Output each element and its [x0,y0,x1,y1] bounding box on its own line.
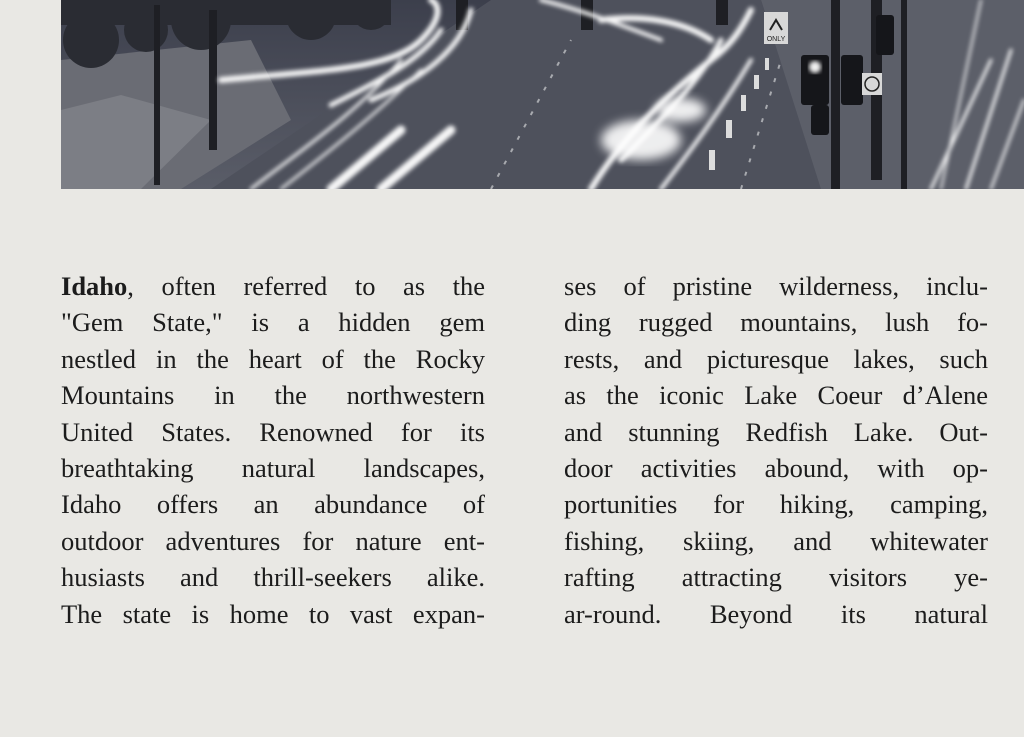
article-line: portunities for hiking, camping, [564,489,988,520]
article-line: "Gem State," is a hidden gem [61,307,485,338]
article-line: fishing, skiing, and whitewater [564,525,988,556]
article-line: as the iconic Lake Coeur d’Alene [564,380,988,411]
article-line: United States. Renowned for its [61,416,485,447]
article-line: outdoor adventures for nature ent- [61,525,485,556]
article-column-right [564,268,988,632]
header-photo [61,0,1024,189]
article-line: Mountains in the northwestern [61,380,485,411]
article-line: husiasts and thrill-seekers alike. [61,562,485,593]
sign-only-text: ONLY [766,36,786,43]
article-line: Idaho offers an abundance of [61,489,485,520]
article-line: rests, and picturesque lakes, such [564,343,988,374]
night-street-image [61,0,1024,189]
article-line: door activities abound, with op- [564,452,988,483]
article-line: and stunning Redfish Lake. Out- [564,416,988,447]
article-line: ar-round. Beyond its natural [564,598,988,629]
article-line [61,268,485,304]
lead-word: Idaho [61,271,128,301]
article-line: rafting attracting visitors ye- [564,562,988,593]
line-text: , often referred to as the [127,271,485,301]
article-line: breathtaking natural landscapes, [61,452,485,483]
article-line: ses of pristine wilderness, inclu- [564,271,988,301]
article-line: nestled in the heart of the Rocky [61,343,485,374]
article-column-left [61,268,485,632]
article-line: ding rugged mountains, lush fo- [564,307,988,338]
article-line: The state is home to vast expan- [61,598,485,629]
